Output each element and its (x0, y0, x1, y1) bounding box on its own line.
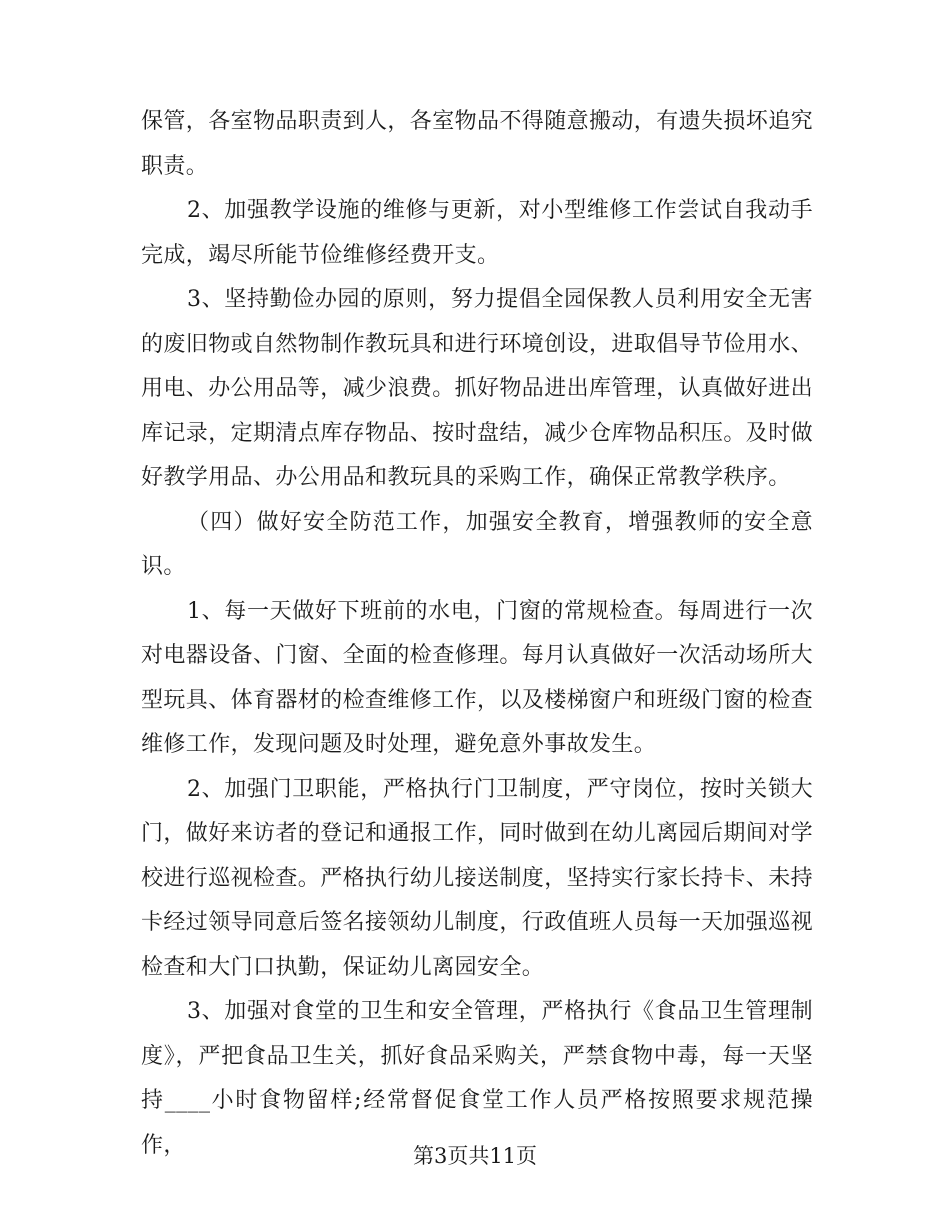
document-body (141, 100, 813, 1168)
paragraph-daily-inspection: 1、每一天做好下班前的水电，门窗的常规检查。每周进行一次对电器设备、门窗、全面的检查修理。每月认真做好一次活动场所大型玩具、体育器材的检查维修工作，以及楼梯窗户和班级门窗的检查维修工作，发现问题及时处理，避免意外事故发生。 (141, 598, 814, 757)
paragraph-facility-maintenance: 2、加强教学设施的维修与更新，对小型维修工作尝试自我动手完成，竭尽所能节俭维修经费开支。 (141, 198, 813, 268)
paragraph-thrift-management: 3、坚持勤俭办园的原则，努力提倡全园保教人员利用安全无害的废旧物或自然物制作教玩具和进行环境创设，进取倡导节俭用水、用电、办公用品等，减少浪费。抓好物品进出库管理，认真做好进出库记录，定期清点库存物品、按时盘结，减少仓库物品积压。及时做好教学用品、办公用品和教玩具的采购工作，确保正常教学秩序。 (141, 287, 814, 490)
section-heading-safety: （四）做好安全防范工作，加强安全教育，增强教师的安全意识。 (141, 509, 813, 579)
paragraph-gatekeeper-duty: 2、加强门卫职能，严格执行门卫制度，严守岗位，按时关锁大门，做好来访者的登记和通报工作，同时做到在幼儿离园后期间对学校进行巡视检查。严格执行幼儿接送制度，坚持实行家长持卡、未持卡经过领导同意后签名接领幼儿制度，行政值班人员每一天加强巡视检查和大门口执勤，保证幼儿离园安全。 (141, 776, 814, 980)
page-number-footer: 第3页共11页 (412, 1144, 538, 1168)
paragraph-canteen-safety: 3、加强对食堂的卫生和安全管理，严格执行《食品卫生管理制度》，严把食品卫生关，抓好食品采购关，严禁食物中毒，每一天坚持____小时食物留样;经常督促食堂工作人员严格按照要求规范操作， (141, 999, 813, 1158)
paragraph-storage-responsibility: 保管，各室物品职责到人，各室物品不得随意搬动，有遗失损坏追究职责。 (141, 109, 814, 179)
